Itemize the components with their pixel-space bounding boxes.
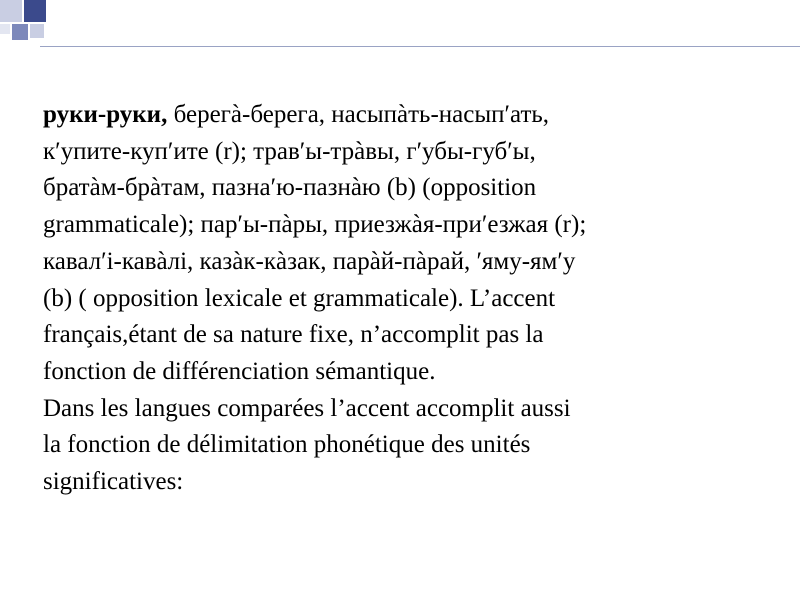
line-text: берегà-берега, насыпàть-насып′ать, [167, 101, 550, 128]
slide-body-text [43, 97, 763, 501]
decor-square [30, 24, 44, 38]
text-line [43, 281, 763, 318]
line-text: fonction de différenciation sémantique. [43, 357, 436, 385]
header-rule [40, 46, 800, 47]
line-text: significatives: [43, 468, 184, 496]
line-text: братàм-брàтам, пазна′ю-пазнàю (b) (opposition [43, 174, 537, 202]
text-line [43, 207, 763, 244]
text-line [43, 134, 763, 171]
text-line [43, 427, 763, 464]
text-line [43, 464, 763, 501]
line-text: français,étant de sa nature fixe, n’accomplit pas la [43, 321, 544, 349]
line-text: (b) ( opposition lexicale et grammaticale). L’accent [43, 284, 556, 312]
line-text: к′упите-куп′ите (r); трав′ы-трàвы, г′убы-губ′ы, [43, 137, 536, 165]
line-text: Dans les langues comparées l’accent accomplit aussi [43, 394, 571, 422]
decor-square [0, 0, 22, 22]
bold-phrase: руки-руки, [43, 101, 168, 128]
decor-square [24, 0, 46, 22]
decor-square [0, 24, 10, 34]
decor-square [12, 24, 28, 40]
text-line [43, 354, 763, 391]
text-line [43, 97, 763, 134]
text-line [43, 317, 763, 354]
text-line [43, 170, 763, 207]
text-line [43, 391, 763, 428]
line-text: la fonction de délimitation phonétique des unités [43, 431, 531, 459]
line-text: grammaticale); пар′ы-пàры, приезжàя-при′езжая (r); [43, 211, 587, 239]
line-text: кавал′і-кавàлі, казàк-кàзак, парàй-пàрай, ′яму-ям′у [43, 247, 576, 275]
text-line [43, 244, 763, 281]
